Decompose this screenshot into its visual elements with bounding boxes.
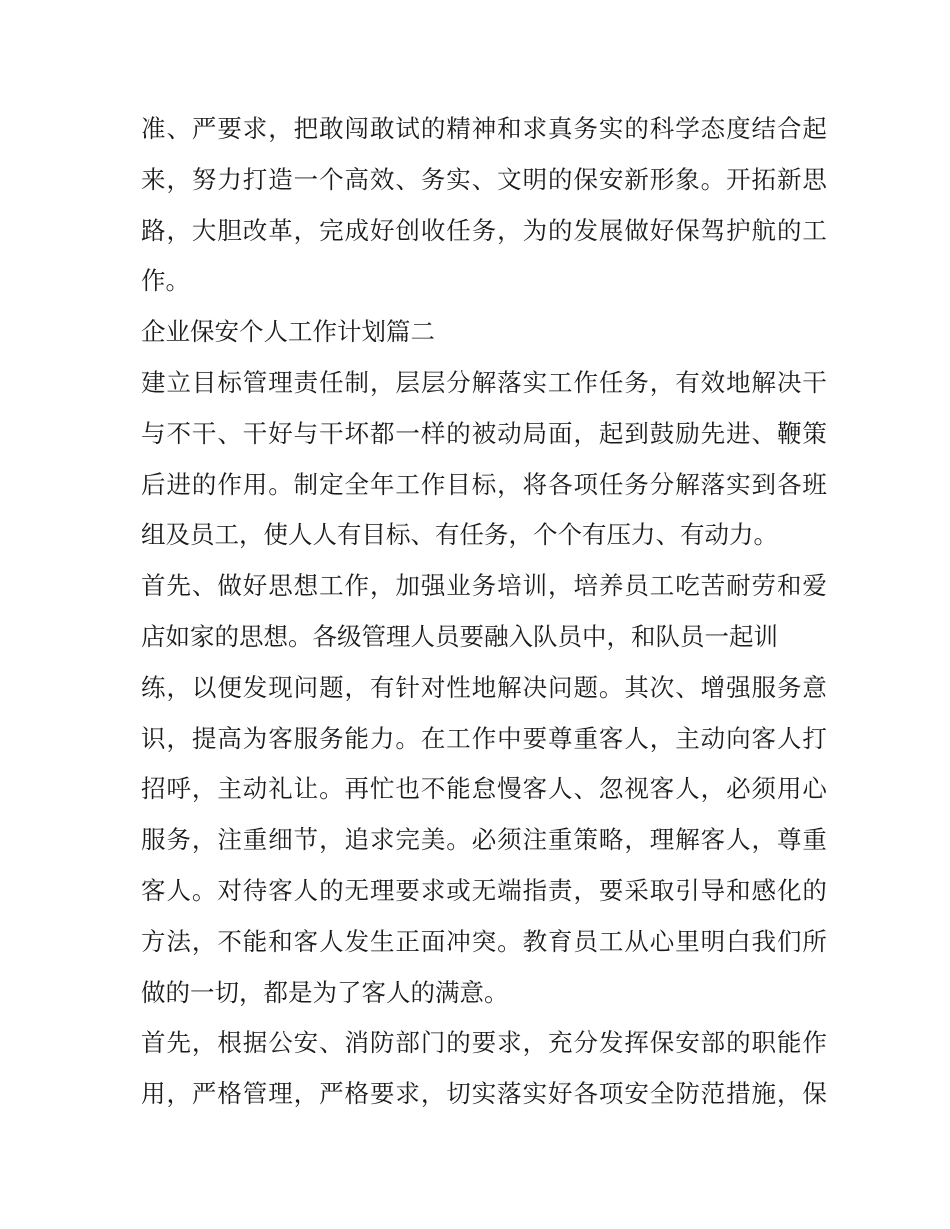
text-line: 识 ， 提 高 为 客 服 务 能 力 。 在 工 作 中 要 尊 重 客 人 ， 主 动 向 客 人 打	[141, 723, 827, 753]
section-heading: 企业保安个人工作计划篇二	[141, 317, 435, 347]
text-line: 首 先 、 做 好 思 想 工 作 ， 加 强 业 务 培 训 ， 培 养 员 工 吃 苦 耐 劳 和 爱	[141, 571, 827, 601]
text-line: 与 不 干 、 干 好 与 干 坏 都 一 样 的 被 动 局 面 ， 起 到 鼓 励 先 进 、 鞭 策	[141, 418, 827, 448]
text-line: 首 先 ， 根 据 公 安 、 消 防 部 门 的 要 求 ， 充 分 发 挥 保 安 部 的 职 能 作	[141, 1028, 827, 1058]
text-line: 练 ， 以 便 发 现 问 题 ， 有 针 对 性 地 解 决 问 题 。 其 次 、 增 强 服 务 意	[141, 672, 827, 702]
text-line: 做的一切，都是为了客人的满意。	[141, 977, 509, 1007]
text-line: 来 ， 努 力 打 造 一 个 高 效 、 务 实 、 文 明 的 保 安 新 形 象 。 开 拓 新 思	[141, 164, 827, 194]
text-line: 服 务 ， 注 重 细 节 ， 追 求 完 美 。 必 须 注 重 策 略 ， 理 解 客 人 ， 尊 重	[141, 825, 827, 855]
text-line: 路 ， 大 胆 改 革 ， 完 成 好 创 收 任 务 ， 为 的 发 展 做 好 保 驾 护 航 的 工	[141, 215, 827, 245]
text-line: 招 呼 ， 主 动 礼 让 。 再 忙 也 不 能 怠 慢 客 人 、 忽 视 客 人 ， 必 须 用 心	[141, 774, 827, 804]
text-line: 组及员工，使人人有目标、有任务，个个有压力、有动力。	[141, 520, 778, 550]
text-line: 准 、 严 要 求 ， 把 敢 闯 敢 试 的 精 神 和 求 真 务 实 的 科 学 态 度 结 合 起	[141, 114, 827, 143]
text-line: 方 法 ， 不 能 和 客 人 发 生 正 面 冲 突 。 教 育 员 工 从 心 里 明 白 我 们 所	[141, 926, 827, 956]
text-line: 建 立 目 标 管 理 责 任 制 ， 层 层 分 解 落 实 工 作 任 务 ， 有 效 地 解 决 干	[141, 367, 827, 397]
text-line: 后 进 的 作 用 。 制 定 全 年 工 作 目 标 ， 将 各 项 任 务 分 解 落 实 到 各 班	[141, 469, 827, 499]
text-line: 作。	[141, 266, 190, 296]
document-body	[141, 104, 827, 1120]
text-line: 店如家的思想。各级管理人员要融入队员中，和队员一起训	[141, 621, 778, 651]
text-line: 用 ， 严 格 管 理 ， 严 格 要 求 ， 切 实 落 实 好 各 项 安 全 防 范 措 施 ， 保	[141, 1079, 827, 1109]
text-line: 客 人 。 对 待 客 人 的 无 理 要 求 或 无 端 指 责 ， 要 采 取 引 导 和 感 化 的	[141, 875, 827, 905]
